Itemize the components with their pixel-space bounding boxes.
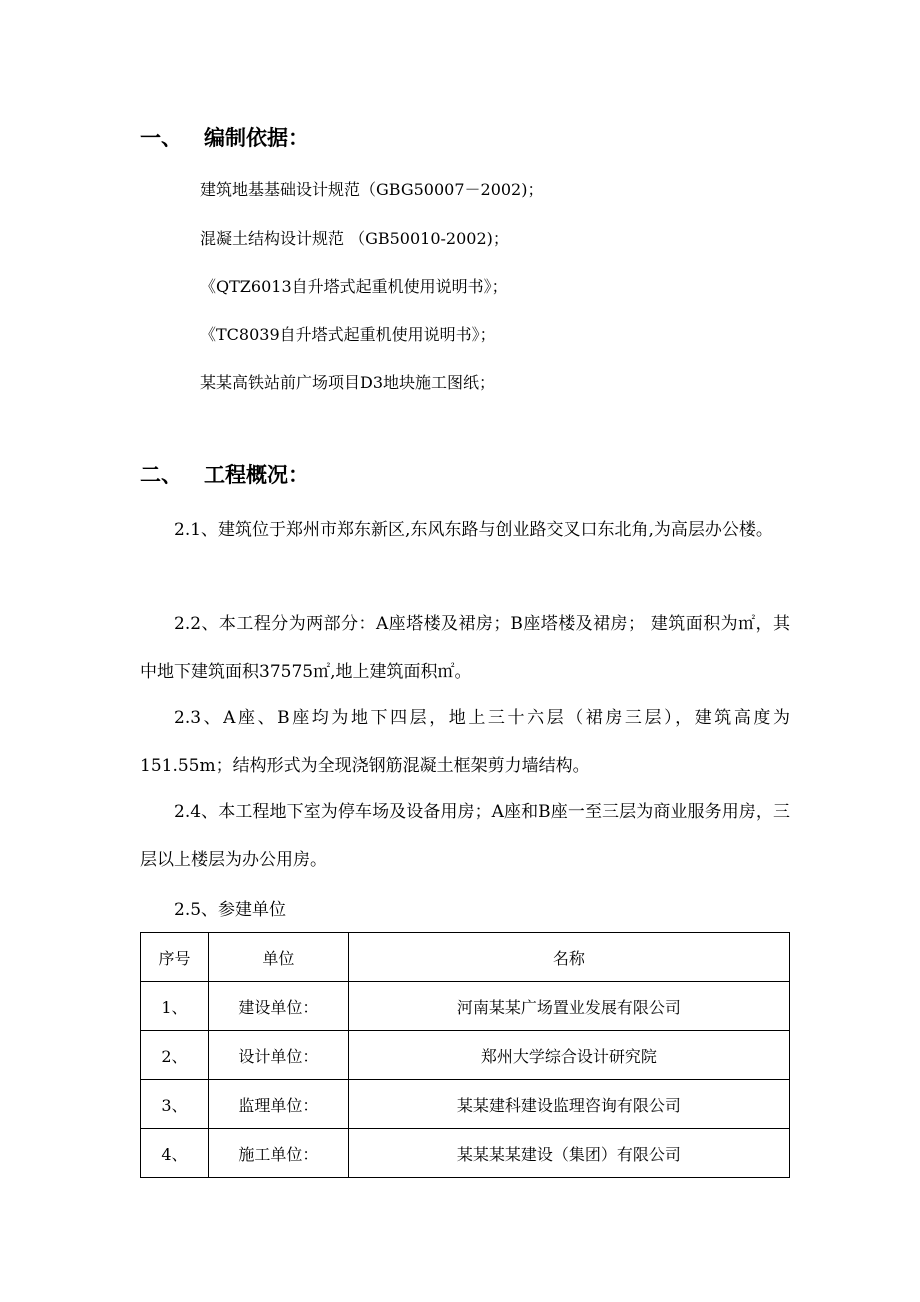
paragraph-text: 2.1、建筑位于郑州市郑东新区,东风东路与创业路交叉口东北角,为高层办公楼。 <box>174 520 773 540</box>
overview-paragraph <box>140 506 790 554</box>
table-row <box>141 1080 790 1129</box>
paragraph-text: 2.2、本工程分为两部分：A座塔楼及裙房；B座塔楼及裙房； 建筑面积为㎡，其中地下建筑面积37575㎡,地上建筑面积㎡。 <box>140 614 790 682</box>
overview-paragraph <box>140 694 790 790</box>
row-index: 3、 <box>141 1080 209 1129</box>
row-name: 郑州大学综合设计研究院 <box>348 1031 789 1080</box>
table-header-row <box>141 933 790 982</box>
basis-item: 混凝土结构设计规范 （GB50010-2002)； <box>200 229 509 248</box>
header-name: 名称 <box>348 933 789 982</box>
row-index: 2、 <box>141 1031 209 1080</box>
overview-paragraph <box>140 600 790 696</box>
row-unit: 建设单位： <box>208 982 348 1031</box>
row-index: 4、 <box>141 1129 209 1178</box>
paragraph-text: 2.3、A座、B座均为地下四层，地上三十六层（裙房三层），建筑高度为151.55m；结构形式为全现浇钢筋混凝土框架剪力墙结构。 <box>140 708 790 776</box>
row-unit: 施工单位： <box>208 1129 348 1178</box>
basis-item: 某某高铁站前广场项目D3地块施工图纸； <box>200 373 496 392</box>
row-name: 某某建科建设监理咨询有限公司 <box>348 1080 789 1129</box>
header-unit: 单位 <box>208 933 348 982</box>
paragraph-text: 2.4、本工程地下室为停车场及设备用房；A座和B座一至三层为商业服务用房，三层以上楼层为办公用房。 <box>140 802 790 870</box>
section-heading-basis <box>140 126 309 150</box>
section-title: 工程概况： <box>204 463 309 487</box>
basis-item: 《TC8039自升塔式起重机使用说明书》； <box>200 325 496 344</box>
row-index: 1、 <box>141 982 209 1031</box>
table-row <box>141 982 790 1031</box>
row-name: 河南某某广场置业发展有限公司 <box>348 982 789 1031</box>
row-unit: 设计单位： <box>208 1031 348 1080</box>
overview-paragraph <box>140 788 790 884</box>
section-number: 一、 <box>140 126 182 150</box>
basis-item: 《QTZ6013自升塔式起重机使用说明书》； <box>200 277 508 296</box>
row-unit: 监理单位： <box>208 1080 348 1129</box>
table-row <box>141 1031 790 1080</box>
units-label: 2.5、参建单位 <box>174 900 287 920</box>
header-index: 序号 <box>141 933 209 982</box>
units-table <box>140 932 790 1178</box>
basis-item: 建筑地基基础设计规范（GBG50007－2002)； <box>200 180 544 199</box>
section-heading-overview <box>140 463 309 487</box>
section-title: 编制依据： <box>204 126 309 150</box>
table-row <box>141 1129 790 1178</box>
row-name: 某某某某建设（集团）有限公司 <box>348 1129 789 1178</box>
section-number: 二、 <box>140 463 182 487</box>
